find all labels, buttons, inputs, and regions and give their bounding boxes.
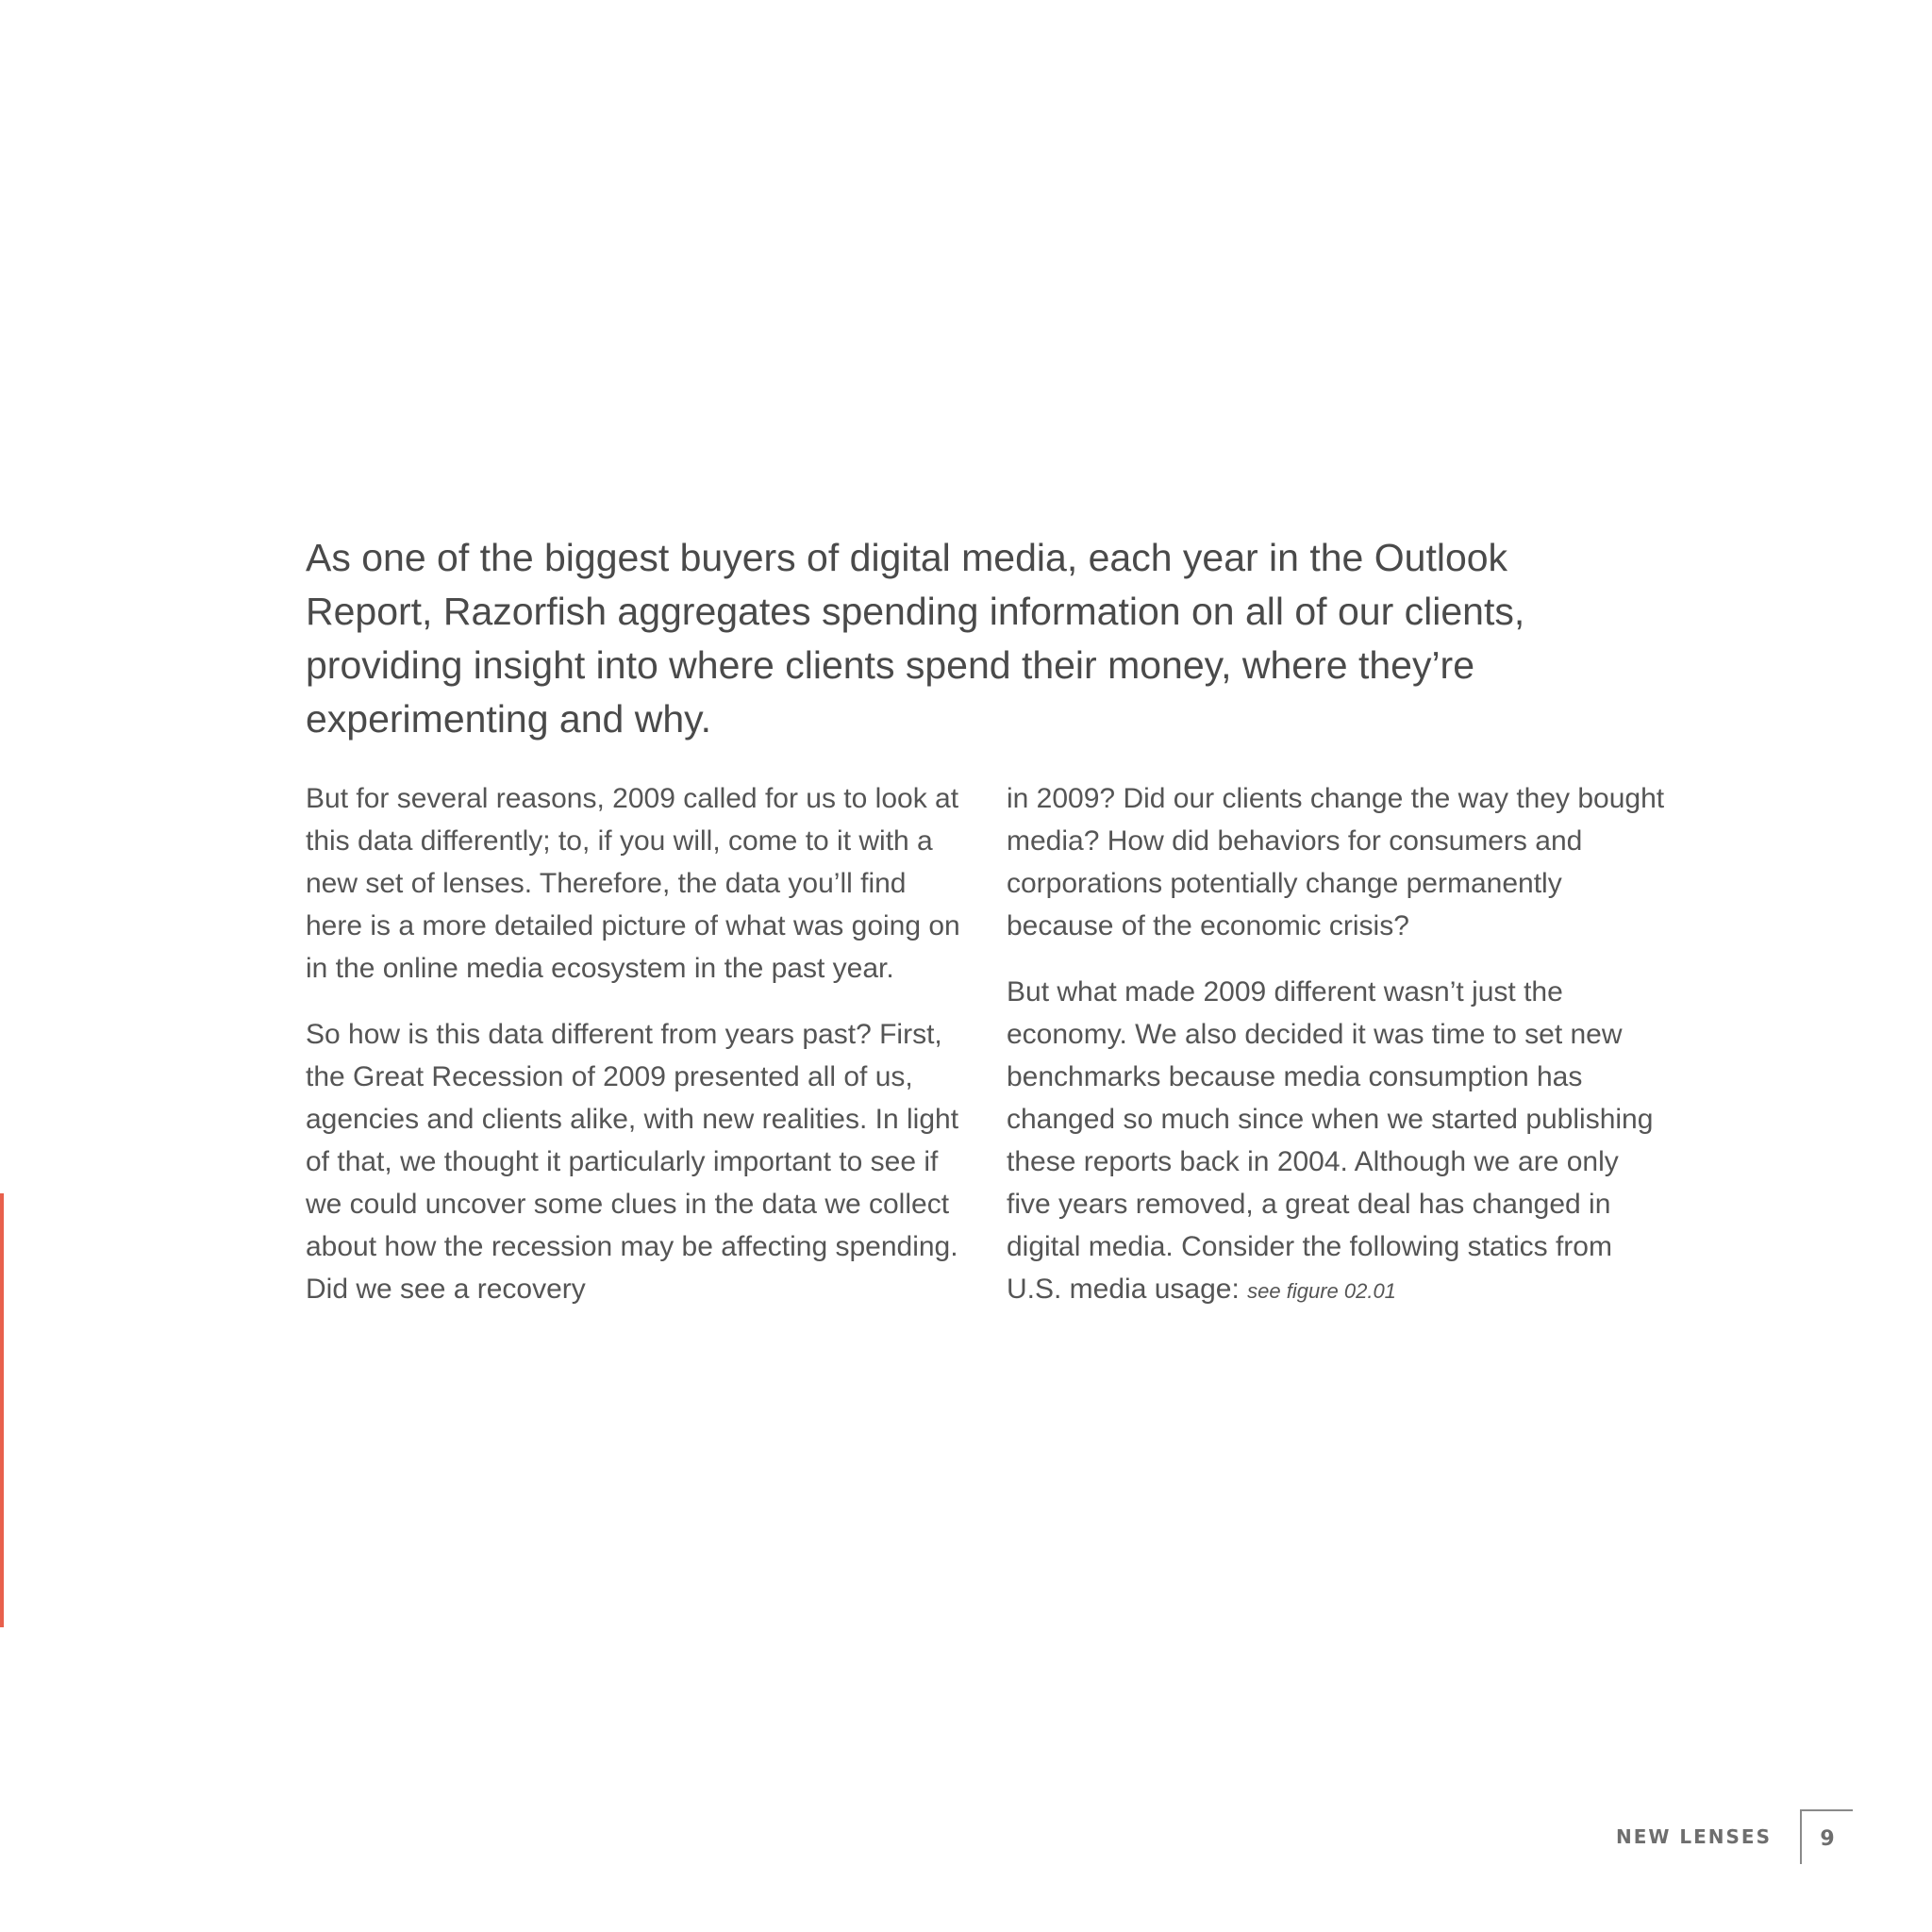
right-paragraph-2-text: But what made 2009 different wasn’t just the economy. We also decided it was time to set new benchmarks because media consumption has changed so much since when we started publishing these reports back in 2004. Although we are only five years removed, a great deal has changed in digital media. Consider the following statics from U.S. media usage: [1007,976,1654,1305]
figure-reference: see figure 02.01 [1247,1279,1396,1303]
accent-bar [0,1193,4,1627]
page-number: 9 [1820,1826,1835,1851]
right-column [1007,777,1667,1336]
page-footer [1616,1809,1853,1864]
intro-paragraph: As one of the biggest buyers of digital media, each year in the Outlook Report, Razorfish aggregates spending information on all of our clients, providing insight into where clients spend their money, where they’re experimenting and why. [306,536,1525,741]
right-paragraph-1: in 2009? Did our clients change the way they bought media? How did behaviors for consumers and corporations potentially change permanently because of the economic crisis? [1007,783,1665,941]
section-label: NEW LENSES [1615,1825,1772,1848]
page-number-box [1800,1809,1853,1864]
left-column [306,777,966,1334]
left-paragraph-2: So how is this data different from years past? First, the Great Recession of 2009 presented all of us, agencies and clients alike, with new realities. In light of that, we thought it particularly important to see if we could uncover some clues in the data we collect about how the recession may be affecting spending. Did we see a recovery [306,1019,959,1305]
right-paragraph-2 [1007,971,1667,1312]
left-paragraph-1: But for several reasons, 2009 called for us to look at this data differently; to, if you will, come to it with a new set of lenses. Therefore, the data you’ll find here is a more detailed picture of what was going on in the online media ecosystem in the past year. [306,783,960,984]
